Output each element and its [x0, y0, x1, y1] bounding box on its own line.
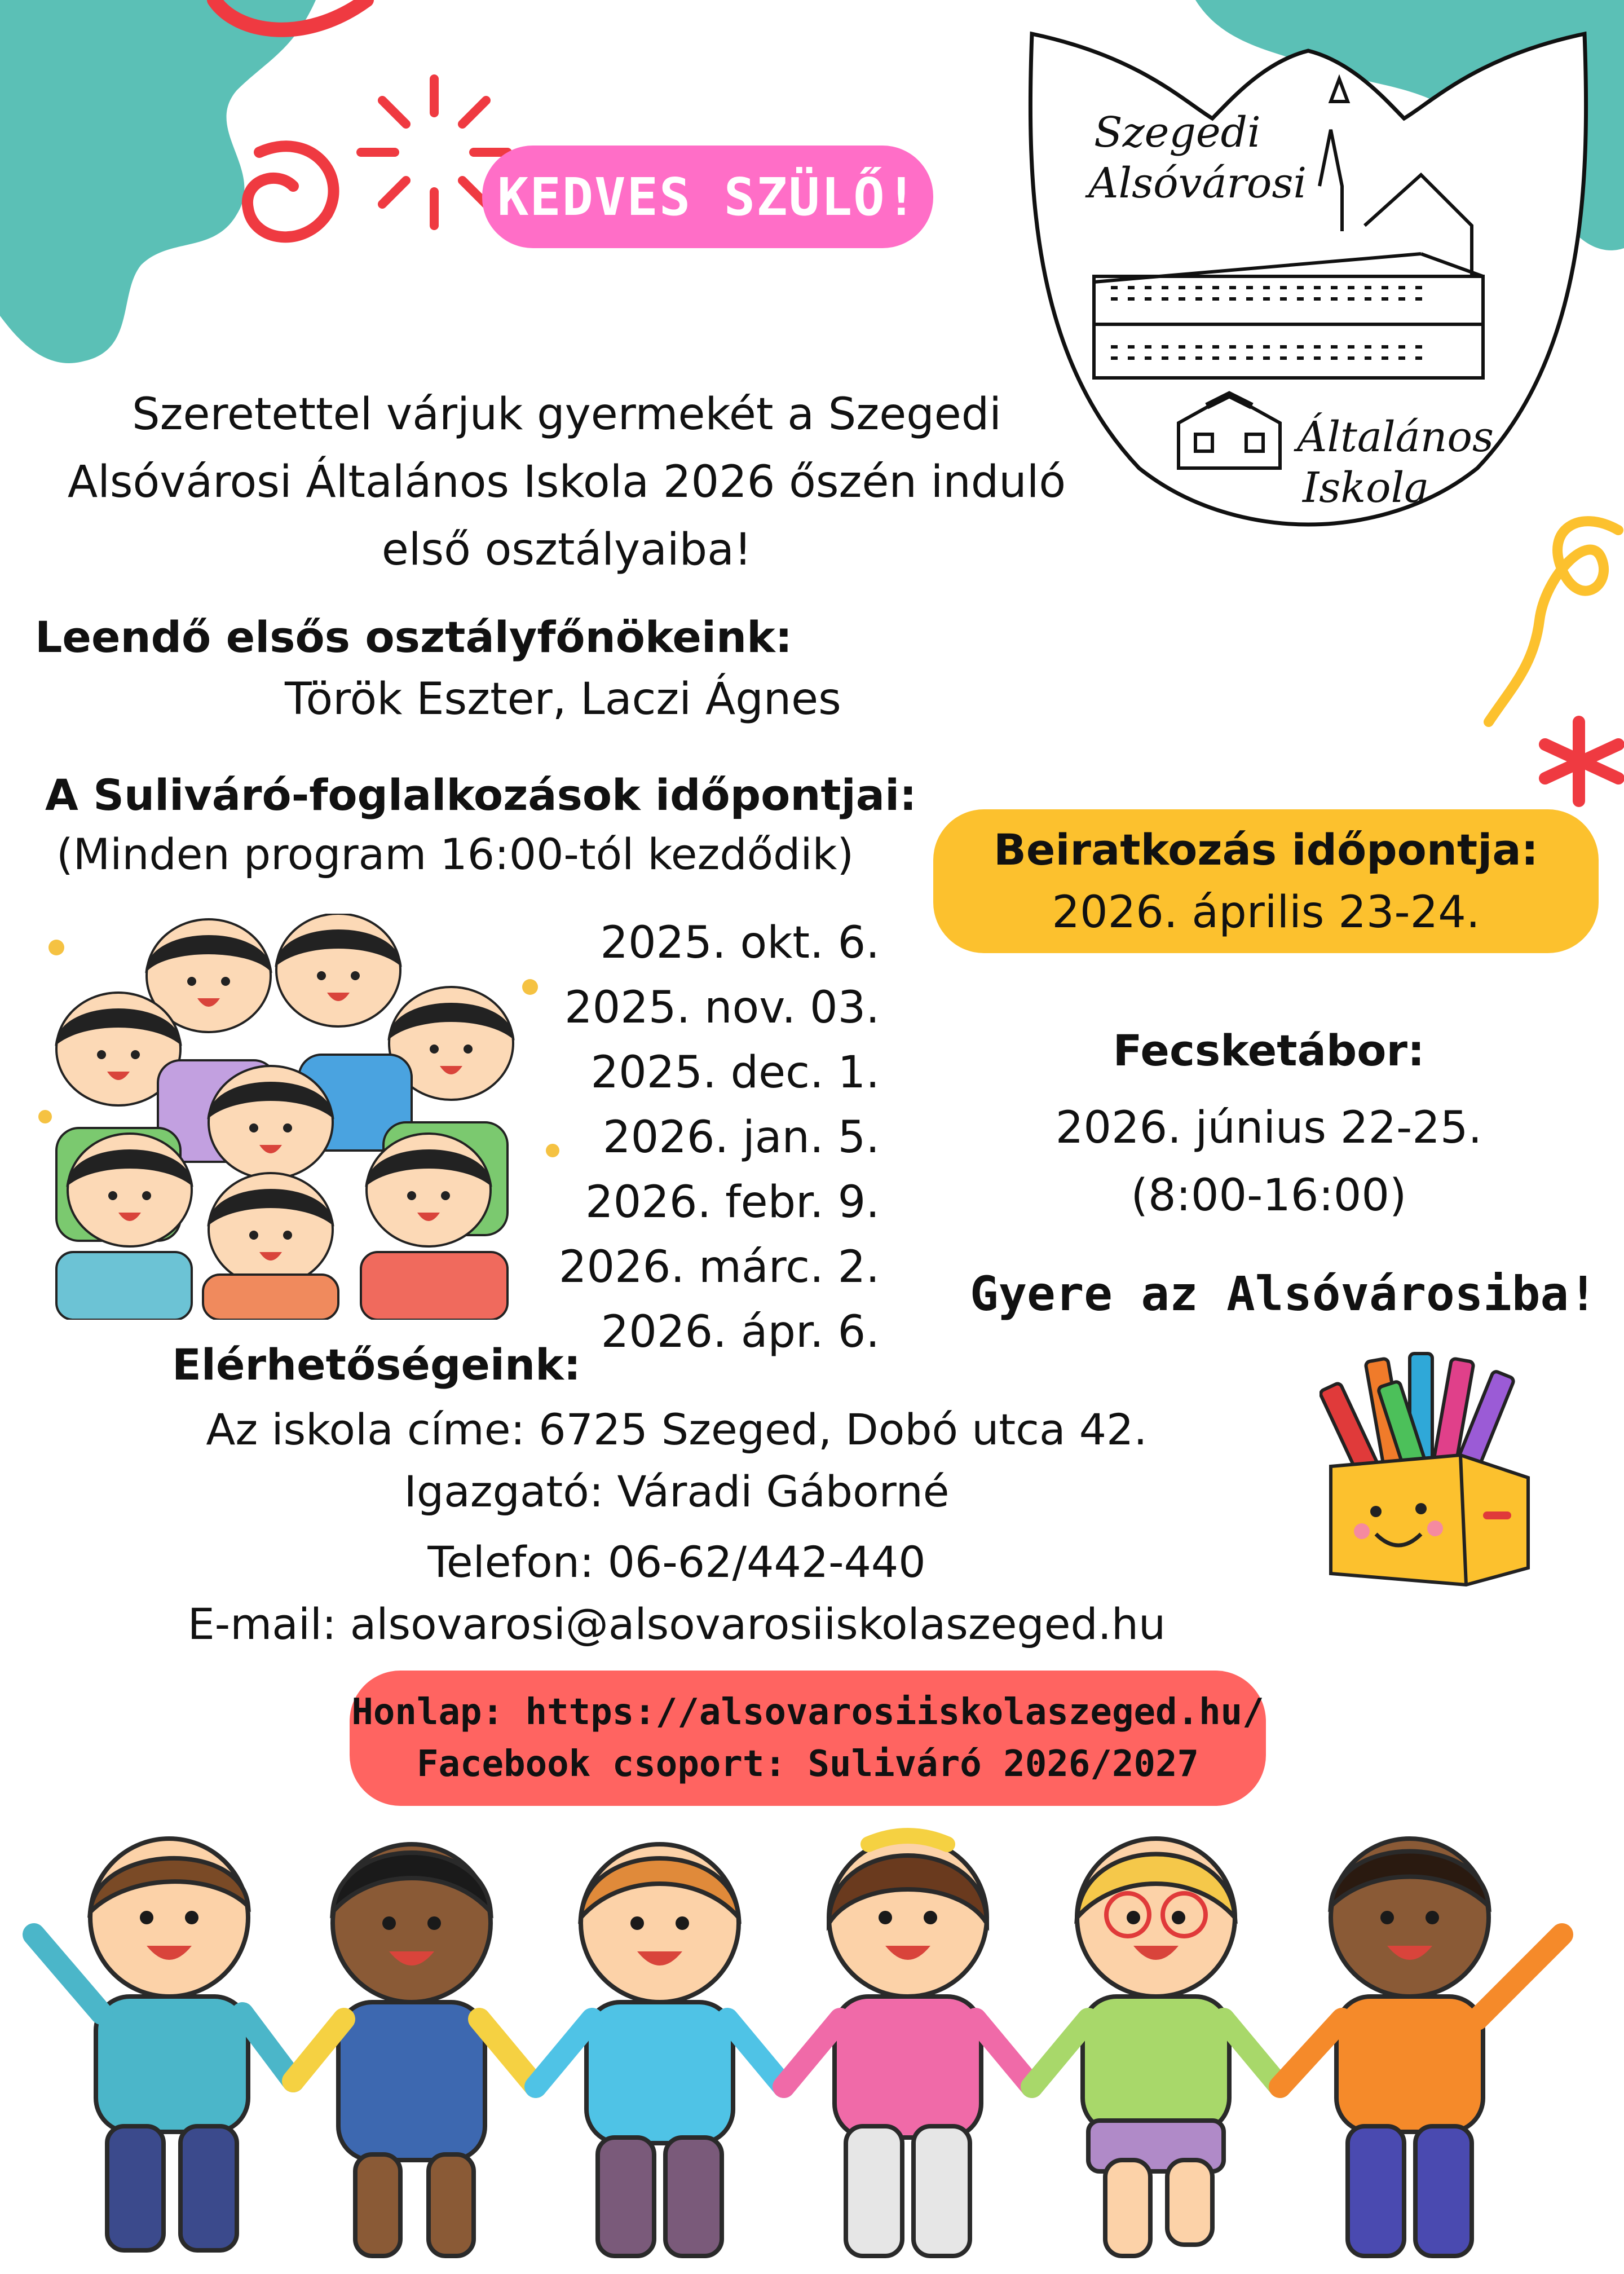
enrollment-badge [933, 809, 1599, 953]
contacts-heading: Elérhetőségeink: [172, 1339, 581, 1390]
session-date: 2025. okt. 6. [600, 918, 880, 968]
sessions-note: (Minden program 16:00-tól kezdődik) [56, 829, 854, 879]
camp-heading: Fecsketábor: [1113, 1025, 1425, 1076]
session-date: 2025. nov. 03. [564, 982, 880, 1033]
contact-address: Az iskola címe: 6725 Szeged, Dobó utca 42. [206, 1404, 1148, 1455]
contact-principal: Igazgató: Váradi Gáborné [404, 1466, 950, 1517]
intro-line-3: első osztályaiba! [381, 525, 752, 575]
red-star-decoration [1534, 711, 1624, 812]
session-date: 2025. dec. 1. [590, 1047, 880, 1098]
sessions-heading: A Suliváró-foglalkozások időpontjai: [45, 770, 917, 820]
website-link[interactable]: Honlap: https://alsovarosiiskolaszeged.hu/ [351, 1691, 1264, 1733]
school-logo [1026, 17, 1590, 536]
links-badge [350, 1671, 1266, 1806]
greeting-badge [482, 146, 933, 248]
greeting-text: KEDVES SZÜLŐ! [497, 166, 919, 227]
crayon-box-icon [1320, 1348, 1539, 1590]
red-swirl-decoration [226, 130, 355, 254]
camp-time: (8:00-16:00) [1131, 1170, 1407, 1221]
facebook-group-link[interactable]: Facebook csoport: Suliváró 2026/2027 [416, 1743, 1199, 1785]
intro-line-1: Szeretettel várjuk gyermekét a Szegedi [132, 389, 1001, 440]
children-group-illustration [23, 914, 575, 1320]
enrollment-date: 2026. április 23-24. [1052, 887, 1480, 938]
slogan-text: Gyere az Alsóvárosiba! [970, 1266, 1597, 1321]
contact-email: E-mail: alsovarosi@alsovarosiiskolaszeged.hu [187, 1599, 1166, 1649]
intro-line-2: Alsóvárosi Általános Iskola 2026 őszén induló [67, 457, 1066, 508]
session-date: 2026. febr. 9. [585, 1177, 880, 1228]
session-date: 2026. márc. 2. [558, 1242, 880, 1293]
logo-text-line4: Iskola [1303, 464, 1429, 512]
session-date: 2026. jan. 5. [602, 1112, 880, 1163]
enrollment-heading: Beiratkozás időpontja: [994, 825, 1538, 875]
contact-phone: Telefon: 06-62/442-440 [427, 1537, 926, 1587]
camp-date: 2026. június 22-25. [1055, 1103, 1482, 1153]
teachers-heading: Leendő elsős osztályfőnökeink: [35, 612, 793, 662]
teachers-names: Török Eszter, Laczi Ágnes [285, 674, 841, 725]
logo-text-line1: Szegedi [1094, 108, 1261, 157]
red-arc-decoration [203, 0, 383, 73]
children-holding-hands-illustration [0, 1822, 1624, 2274]
session-dates-list [541, 911, 880, 1365]
logo-text-line3: Általános [1297, 413, 1494, 461]
logo-text-line2: Alsóvárosi [1088, 159, 1307, 208]
session-date: 2026. ápr. 6. [601, 1307, 880, 1358]
